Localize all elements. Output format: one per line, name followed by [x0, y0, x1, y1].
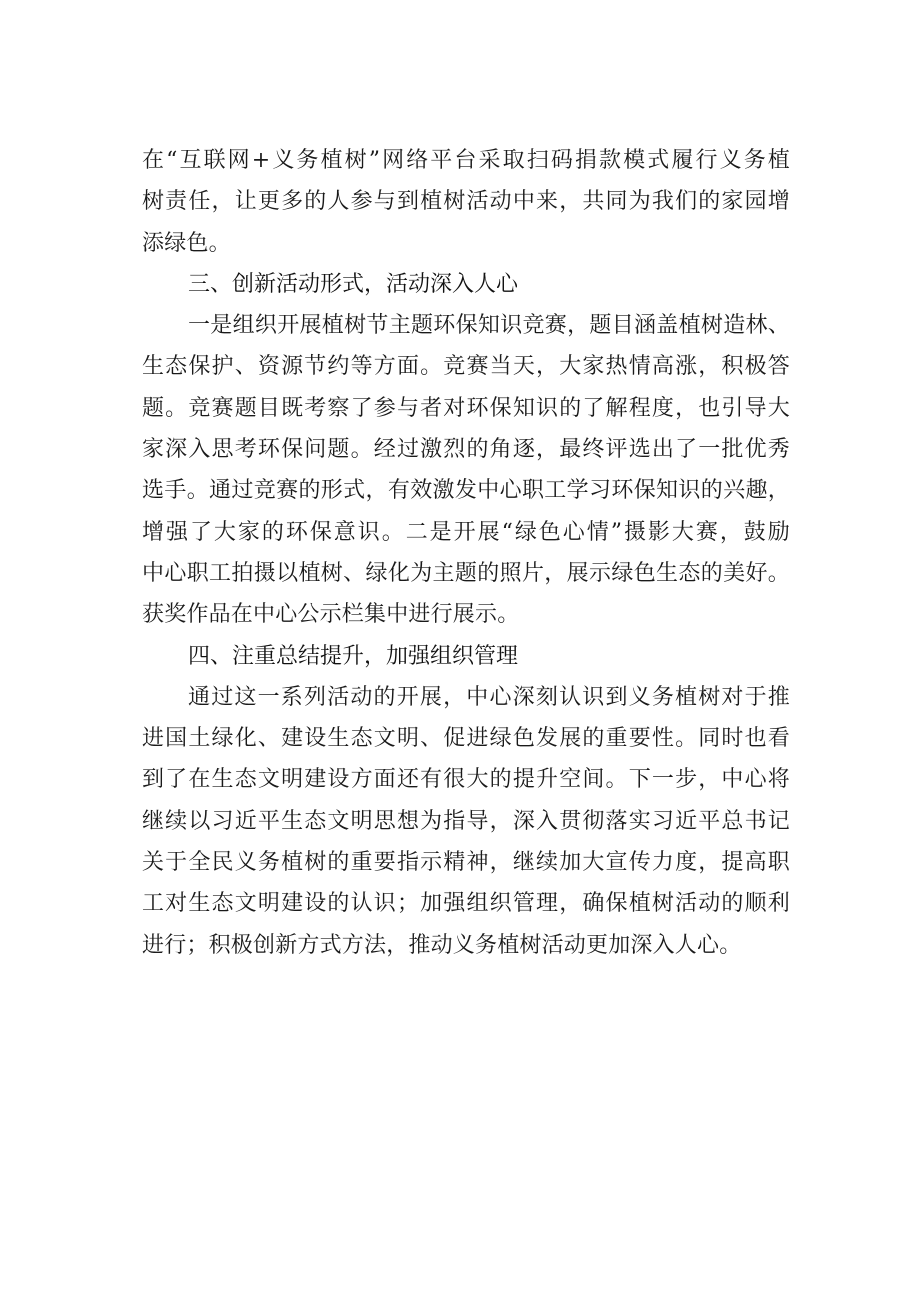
text-line: 树责任，让更多的人参与到植树活动中来，共同为我们的家园增: [142, 189, 790, 215]
text-line: 题。竞赛题目既考察了参与者对环保知识的了解程度，也引导大: [142, 395, 790, 421]
paragraph-continued: [142, 140, 790, 264]
text-line: 进行；积极创新方式方法，推动义务植树活动更加深入人心。: [142, 932, 742, 958]
text-line: 家深入思考环保问题。经过激烈的角逐，最终评选出了一批优秀: [142, 437, 790, 463]
text-line: 在“互联网+义务植树”网络平台采取扫码捐款模式履行义务植: [142, 148, 790, 173]
text-line: 选手。通过竞赛的形式，有效激发中心职工学习环保知识的兴趣，: [142, 478, 790, 504]
text-line: 中心职工拍摄以植树、绿化为主题的照片，展示绿色生态的美好。: [142, 560, 790, 586]
text-line: 添绿色。: [142, 230, 231, 256]
document-page: [142, 140, 790, 966]
text-line: 获奖作品在中心公示栏集中进行展示。: [142, 602, 520, 628]
section-heading-3: 三、创新活动形式，活动深入人心: [188, 271, 519, 297]
text-line: 通过这一系列活动的开展，中心深刻认识到义务植树对于推: [188, 684, 790, 710]
text-line: 关于全民义务植树的重要指示精神，继续加大宣传力度，提高职: [142, 850, 790, 876]
text-line: 继续以习近平生态文明思想为指导，深入贯彻落实习近平总书记: [142, 808, 790, 834]
text-line: 到了在生态文明建设方面还有很大的提升空间。下一步，中心将: [142, 767, 790, 793]
section-heading-4: 四、注重总结提升，加强组织管理: [188, 643, 519, 669]
text-line: 生态保护、资源节约等方面。竞赛当天，大家热情高涨，积极答: [142, 354, 790, 380]
paragraph-summary: [142, 677, 790, 966]
text-line: 工对生态文明建设的认识；加强组织管理，确保植树活动的顺利: [142, 891, 790, 917]
text-line: 增强了大家的环保意识。二是开展“绿色心情”摄影大赛，鼓励: [142, 519, 790, 545]
text-line: 进国土绿化、建设生态文明、促进绿色发展的重要性。同时也看: [142, 726, 790, 752]
text-line: 一是组织开展植树节主题环保知识竞赛，题目涵盖植树造林、: [188, 313, 790, 339]
paragraph-competition: [142, 305, 790, 635]
